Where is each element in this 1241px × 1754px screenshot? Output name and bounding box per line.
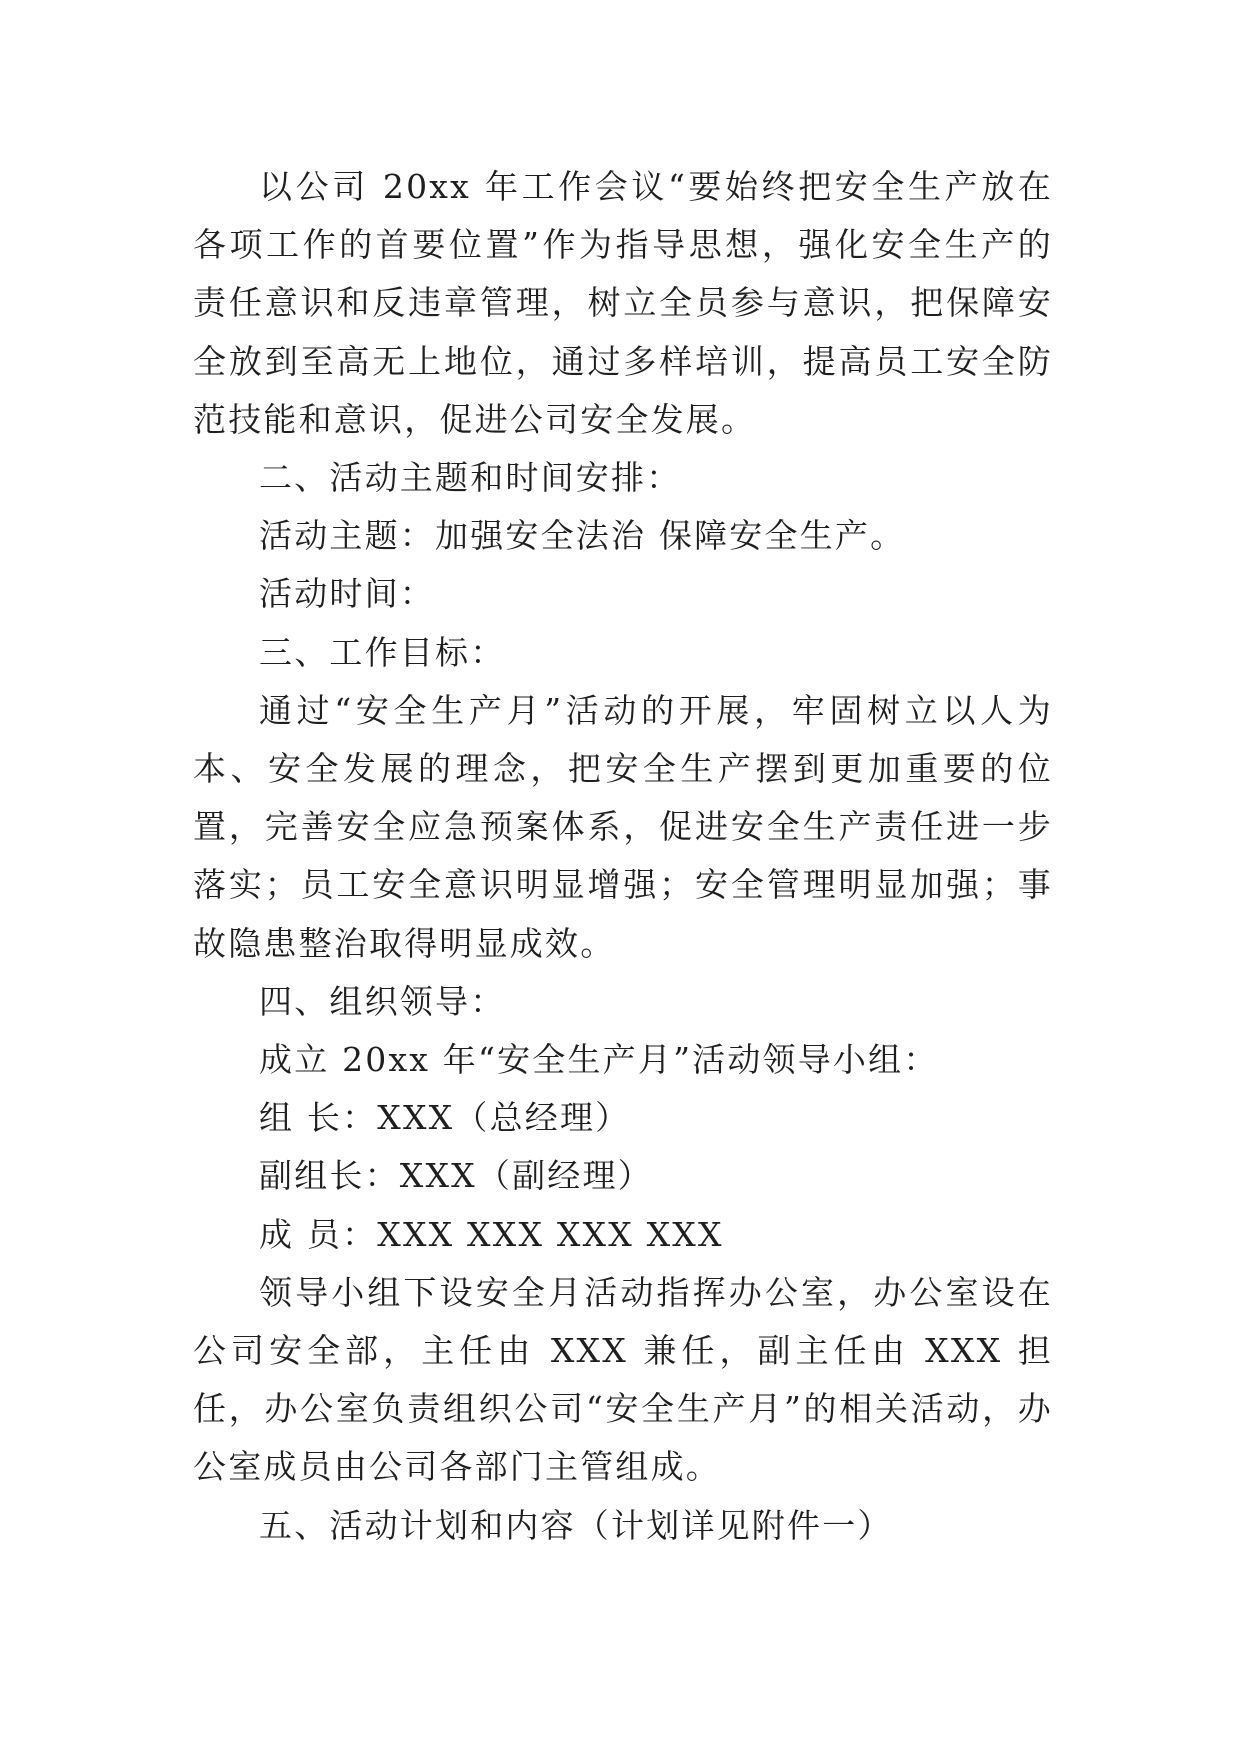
paragraph-group-leader: 组 长：XXX（总经理） bbox=[259, 1098, 631, 1138]
heading-organization: 四、组织领导： bbox=[259, 981, 506, 1021]
paragraph-leading-group: 成立 20xx 年“安全生产月”活动领导小组： bbox=[259, 1040, 939, 1080]
paragraph-activity-time: 活动时间： bbox=[259, 574, 435, 614]
heading-work-goals: 三、工作目标： bbox=[259, 632, 506, 672]
heading-activity-plan: 五、活动计划和内容（计划详见附件一） bbox=[259, 1505, 893, 1545]
paragraph-guiding-thought: 以公司 20xx 年工作会议“要始终把安全生产放在各项工作的首要位置”作为指导思想，强化安全生产的责任意识和反违章管理，树立全员参与意识，把保障安全放到至高无上地位，通过多样培训，提高员工安全防范技能和意识，促进公司安全发展。 bbox=[193, 167, 1053, 439]
paragraph-work-goals: 通过“安全生产月”活动的开展，牢固树立以人为本、安全发展的理念，把安全生产摆到更加重要的位置，完善安全应急预案体系，促进安全生产责任进一步落实；员工安全意识明显增强；安全管理明显加强；事故隐患整治取得明显成效。 bbox=[193, 690, 1053, 963]
paragraph-command-office: 领导小组下设安全月活动指挥办公室，办公室设在公司安全部，主任由 XXX 兼任，副主任由 XXX 担任，办公室负责组织公司“安全生产月”的相关活动，办公室成员由公司各部门主管组成。 bbox=[193, 1272, 1053, 1487]
document-body bbox=[193, 158, 1053, 1555]
paragraph-deputy-leader: 副组长：XXX（副经理） bbox=[259, 1156, 653, 1196]
paragraph-members: 成 员：XXX XXX XXX XXX bbox=[259, 1214, 724, 1254]
paragraph-activity-theme: 活动主题：加强安全法治 保障安全生产。 bbox=[259, 516, 906, 556]
heading-theme-and-schedule: 二、活动主题和时间安排： bbox=[259, 458, 682, 498]
